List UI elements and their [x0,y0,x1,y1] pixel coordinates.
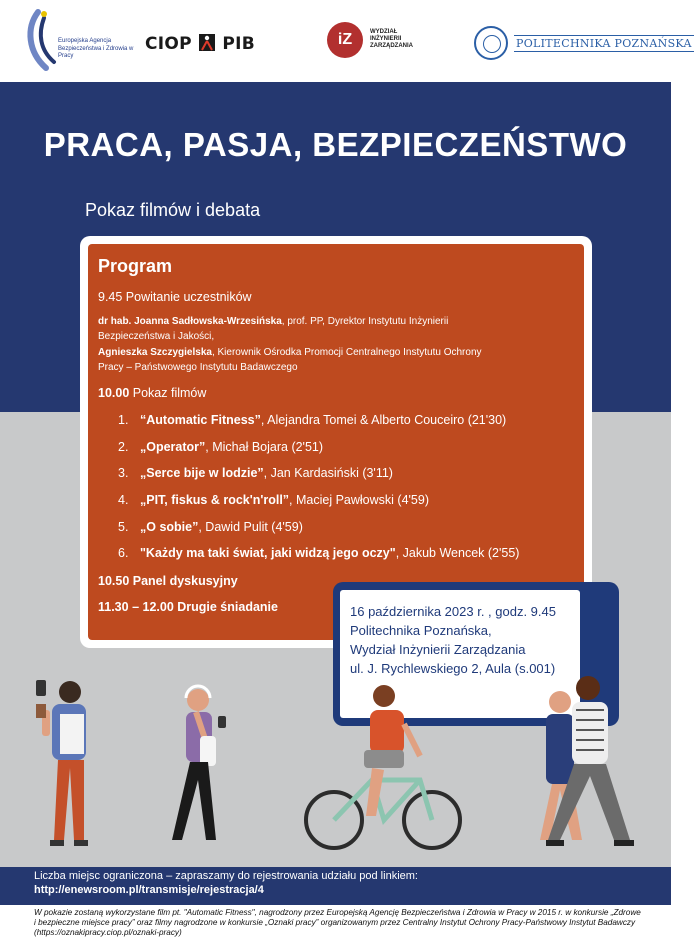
program-card [88,244,584,640]
film-title: „PIT, fiskus & rock'n'roll” [140,493,290,507]
registration-text: Liczba miejsc ograniczona – zapraszamy do rejestrowania udziału pod linkiem: [34,870,418,882]
film-author: , Jakub Wencek (2'55) [395,546,520,560]
film-number: 3. [118,466,129,480]
film-item [118,413,506,427]
wiz-name [370,29,413,50]
film-author: , Michał Bojara (2'51) [205,440,324,454]
ciop-pib-logo [145,34,255,56]
event-title: PRACA, PASJA, BEZPIECZEŃSTWO [43,126,628,163]
logo-bar [0,0,692,82]
film-item [118,546,519,560]
pp-logo [474,26,692,58]
film-title: "Każdy ma taki świat, jaki widzą jego oczy" [140,546,396,560]
ciop-label: CIOP [145,34,192,54]
eu-osha-logo [24,8,144,74]
film-author: , Dawid Pulit (4'59) [198,520,303,534]
speaker-2-name: Agnieszka Szczygielska [98,347,212,358]
event-date: 16 października 2023 r. , godz. 9.45 [350,604,556,619]
pp-name: POLITECHNIKA POZNAŃSKA [516,37,692,50]
event-place: Politechnika Poznańska, [350,623,492,638]
film-number: 4. [118,493,129,507]
film-author: , Alejandra Tomei & Alberto Couceiro (21'30) [260,413,507,427]
eu-osha-name: Europejska Agencja Bezpieczeństwa i Zdrowia w Pracy [58,38,134,59]
registration-link[interactable]: http://enewsroom.pl/transmisje/rejestracja/4 [34,884,264,896]
welcome-line: 9.45 Powitanie uczestników [98,290,252,304]
ciop-figure-icon [199,34,215,51]
event-address: ul. J. Rychlewskiego 2, Aula (s.001) [350,661,556,676]
wiz-line-2: INŻYNIERII [370,36,402,42]
film-number: 6. [118,546,129,560]
film-item [118,520,303,534]
pib-label: PIB [222,34,256,54]
screening-time: 10.00 [98,386,130,400]
screening-label: Pokaz filmów [129,386,207,400]
speaker-2-role-cont: Pracy – Państwowego Instytutu Badawczego [98,362,298,373]
speaker-1-role-cont: Bezpieczeństwa i Jakości, [98,331,215,342]
iz-mark: iZ [327,22,363,58]
wiz-line-3: ZARZĄDZANIA [370,43,413,49]
people-illustration [0,640,671,870]
speaker-2-role: , Kierownik Ośrodka Promocji Centralnego Instytutu Ochrony [211,347,482,358]
speaker-1-role: , prof. PP, Dyrektor Instytutu Inżynierii [281,316,449,327]
breakfast-line: 11.30 – 12.00 Drugie śniadanie [98,600,278,614]
film-title: “Automatic Fitness” [140,413,261,427]
film-title: „O sobie” [140,520,199,534]
film-author: , Jan Kardasiński (3'11) [263,466,393,480]
event-faculty: Wydział Inżynierii Zarządzania [350,642,526,657]
program-title: Program [98,256,173,276]
wiz-logo [327,22,437,62]
panel-line: 10.50 Panel dyskusyjny [98,574,238,588]
film-number: 2. [118,440,129,454]
speaker-1 [98,314,568,344]
screening-line [98,386,206,400]
film-number: 1. [118,413,129,427]
woman-with-phone-icon [36,680,88,846]
footnote: W pokazie zostaną wykorzystane film pt. "Automatic Fitness", nagrodzony przez Europejską Agencję Bezpieczeństwa i Zdrowia w Pracy w 2015 r. w konkursie „Zdrowe i bezpieczne miejsce pracy” oraz filmy nagrodzone w konkursie „Oznaki pracy” organizowanym przez Centralny Instytut Ochrony Pracy-Państwowy Instytut Badawczy (https://oznakipracy.ciop.pl/oznaki-pracy) [34,908,641,937]
film-number: 5. [118,520,129,534]
film-title: „Operator” [140,440,206,454]
speaker-2 [98,345,568,375]
cyclist-icon [306,685,460,848]
event-subtitle: Pokaz filmów i debata [85,200,261,220]
film-item [118,466,393,480]
wiz-line-1: WYDZIAŁ [370,29,398,35]
speaker-1-name: dr hab. Joanna Sadłowska-Wrzesińska [98,316,282,327]
film-item [118,440,323,454]
registration-band [0,867,671,905]
walking-couple-icon [540,676,634,846]
film-item [118,493,429,507]
woman-with-headphones-icon [172,686,226,840]
film-author: , Maciej Pawłowski (4'59) [289,493,429,507]
pp-seal-icon [474,26,508,60]
film-title: „Serce bije w lodzie” [140,466,264,480]
